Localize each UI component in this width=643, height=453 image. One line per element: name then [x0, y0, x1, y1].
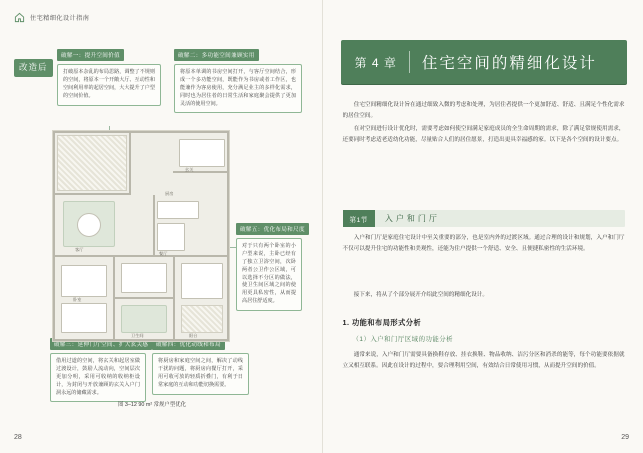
plan-bed [181, 263, 223, 299]
chapter-divider [409, 51, 410, 73]
plan-wall [129, 133, 131, 195]
plan-room-label: 餐厅 [159, 251, 168, 256]
chapter-number: 第 4 章 [354, 55, 397, 70]
callout-5 [152, 333, 249, 395]
chapter-title: 住宅空间的精细化设计 [421, 55, 597, 72]
plan-wall [55, 255, 229, 257]
chapter-header [341, 40, 627, 84]
running-head [14, 12, 89, 23]
chapter-intro [343, 100, 625, 148]
callout-4-title: 破解三：延伸门厅空间、扩大玄关感 [50, 338, 152, 350]
plan-balcony [181, 305, 223, 333]
callout-2 [174, 44, 302, 113]
intro-paragraph-2: 在对空间进行设计优化时，需要考虑如何使空间满足家庭成员的全生命周期的需求，除了满足常规使用需求，还要同时考虑适老适幼化功能，尽量贴合人们的居住愿景，打造出更具幸福感的家。以下是各个空间的设计要点。 [342, 125, 625, 143]
page-number-right: 29 [621, 434, 629, 441]
section-tag: 第1节 [343, 210, 375, 227]
plan-wardrobe [121, 263, 167, 293]
plan-wall [55, 193, 129, 195]
heading-level-3: （1）入户和门厅区域的功能分析 [352, 336, 454, 343]
section-paragraph-2: 接下来，将从了个部分展开介绍此空间的精细化设计。 [353, 292, 488, 298]
plan-entry-cabinet [179, 139, 225, 167]
figure-caption: 图 3–12 90 m² 常规户型优化 [118, 402, 186, 408]
plan-wall [153, 195, 155, 255]
callout-3 [236, 218, 305, 311]
callout-4-body: 借用过道的空间，将玄关和起居室做过渡设计，鼓励人流动向，空间层次更加分明，采用可收纳的收纳柜设计，为封闭与开放兼顾的玄关入户门洞永远的储藏需求。 [50, 353, 146, 402]
plan-dining-table [157, 223, 185, 251]
callout-5-title: 破解四：优化动线和布局 [152, 338, 225, 350]
plan-table [77, 213, 101, 237]
plan-room-label: 厨房 [165, 191, 174, 196]
plan-wall [173, 171, 229, 173]
plan-wall [53, 131, 229, 133]
plan-wall [115, 297, 173, 299]
callout-1 [57, 44, 161, 106]
callout-1-title: 破解一：提升空间价值 [57, 49, 124, 61]
heading-level-2: 1. 功能和布局形式分析 [342, 318, 422, 327]
plan-room-label: 阳台 [189, 333, 198, 338]
plan-wall [173, 257, 175, 339]
plan-bed [61, 265, 107, 297]
plan-bathroom [121, 305, 167, 333]
home-icon [14, 12, 25, 23]
plan-wall [53, 131, 55, 341]
intro-paragraph-1: 住宅空间精细化设计旨在通过细致入微的考虑和处理，为居住者提供一个更加舒适、舒适、且满足个性化需求的居住空间。 [342, 102, 625, 119]
plan-kitchen-counter [157, 201, 199, 219]
after-renovation-badge: 改造后 [14, 59, 53, 77]
plan-room-label: 客厅 [75, 247, 84, 252]
plan-balcony [57, 135, 127, 191]
section-name: 入户和门厅 [384, 214, 440, 223]
callout-2-body: 将原本单调的书房空间打开，与客厅空间结合，形成一个多功能空间，既能作为书房或者工作区，也能兼作为客房使用，充分满足业主的多样化需求，同时也为居住者的日常生活和家庭聚会提供了更加灵活的使用空间。 [174, 64, 302, 113]
plan-room-label: 卧室 [73, 297, 82, 302]
page-number-left: 28 [14, 434, 22, 441]
plan-bed [61, 303, 107, 333]
plan-wall [227, 131, 229, 341]
floor-plan-drawing [52, 130, 230, 342]
callout-3-title: 破解五：优化布局和尺度 [236, 223, 309, 235]
plan-wall [53, 339, 229, 341]
section-header [343, 210, 625, 227]
callout-3-body: 对于只有两个卧室的小户型来说，主卧已经有了独立卫浴空间，次卧两者公卫作公区域，可以选择不分区的做法，使卫生间区域之间的使用更具私密性，从而提高居住舒适度。 [236, 238, 302, 311]
right-page [323, 0, 643, 453]
callout-5-body: 将厨房和家庭空间之间，解决了动线干扰的问题，将厨房向餐厅打开，采用可收可放的轻质折叠门，有利于日常家庭的互动和功能切换需要。 [152, 353, 249, 395]
callout-1-body: 打破原本杂乱的布局思路，调整了不规则的空间，将原本一个开敞大厅、互动性和空间利用率的起居空间，大大提升了户型的空间价值。 [57, 64, 161, 106]
plan-room-label: 玄关 [185, 167, 194, 172]
running-head-label: 住宅精细化设计指南 [30, 15, 90, 22]
section-paragraph-1: 入户和门厅是家庭住宅设计中至关重要的部分，也是室内外的过渡区域。通过合理的设计和规划，入户和门厅不仅可以提升住宅的功能性和美观性，还能为住户提供一个舒适、安全、且便捷私密性的生活环境。 [342, 235, 625, 252]
section-paragraph-3: 通常来说，入户和门厅需要具备换鞋存放、挂衣换鞋、物品收纳、洁污分区和消杀的能等，每个功能要依据就立又相互联系。因此在设计的过程中，要合理利用空间，有效结合日常使用习惯，从而提升空间的价值。 [342, 352, 625, 369]
plan-room-label: 卫生间 [131, 333, 144, 338]
callout-2-title: 破解二：多功能空间兼顾实用 [174, 49, 259, 61]
callout-4 [50, 333, 149, 402]
